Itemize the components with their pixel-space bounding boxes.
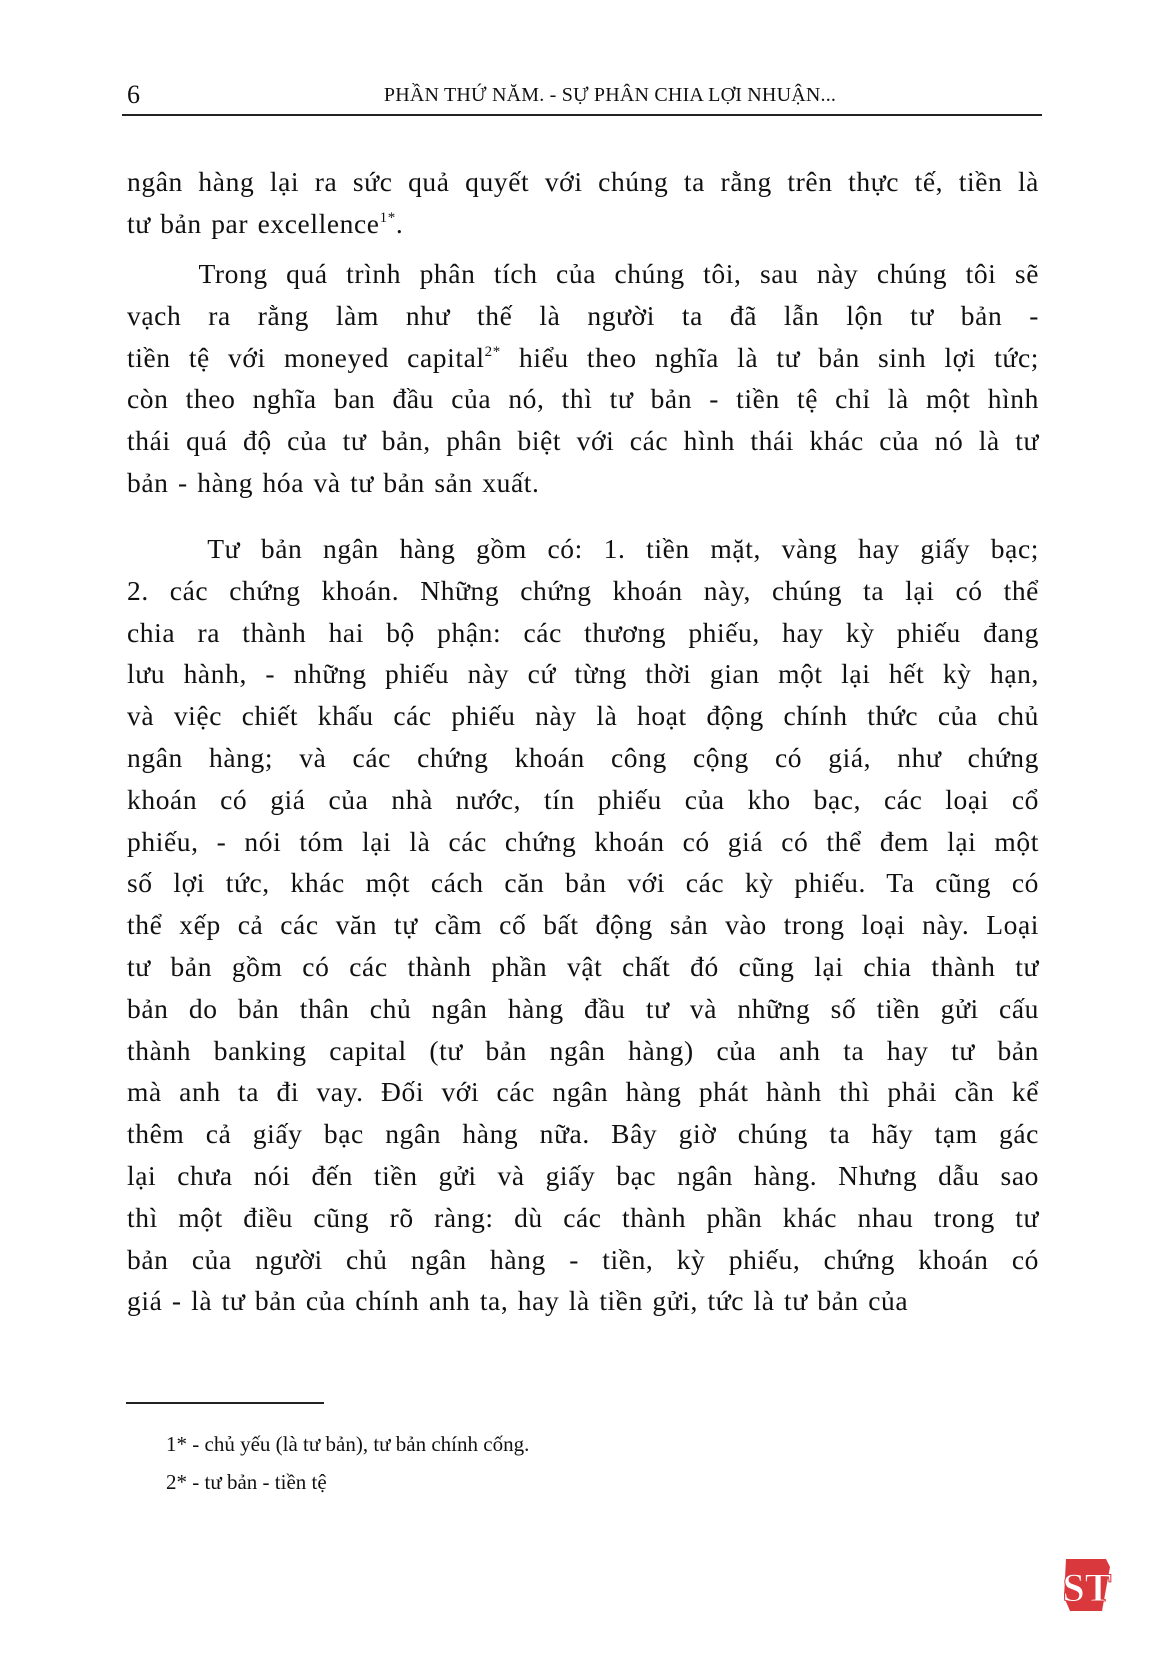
publisher-logo <box>1062 1557 1112 1613</box>
text-line <box>127 779 1039 821</box>
text-line <box>127 1155 1039 1197</box>
line-text: và việc chiết khấu các phiếu này là hoạt động chính thức của chủ <box>127 700 1039 732</box>
text-line <box>127 203 1039 245</box>
text-line <box>127 821 1039 863</box>
footnote-rule <box>126 1402 324 1404</box>
line-text: phiếu, - nói tóm lại là các chứng khoán có giá có thể đem lại một <box>127 825 1039 857</box>
line-text-after-ref: . <box>395 207 404 239</box>
text-line <box>127 946 1039 988</box>
text-line <box>127 1113 1039 1155</box>
line-text: thì một điều cũng rõ ràng: dù các thành phần khác nhau trong tư <box>127 1201 1039 1233</box>
line-text: lưu hành, - những phiếu này cứ từng thời gian một lại hết kỳ hạn, <box>127 658 1039 690</box>
line-text: tư bản par excellence <box>127 207 380 239</box>
line-text: tư bản gồm có các thành phần vật chất đó cũng lại chia thành tư <box>127 950 1039 982</box>
line-text: mà anh ta đi vay. Đối với các ngân hàng phát hành thì phải cần kể <box>127 1076 1039 1108</box>
line-text: thái quá độ của tư bản, phân biệt với các hình thái khác của nó là tư <box>127 425 1039 457</box>
text-line <box>127 378 1039 420</box>
line-text: bản của người chủ ngân hàng - tiền, kỳ phiếu, chứng khoán có <box>127 1243 1039 1275</box>
text-line <box>127 862 1039 904</box>
header-rule <box>122 114 1042 116</box>
text-line <box>127 1239 1039 1281</box>
text-line <box>127 570 1039 612</box>
text-line <box>127 1197 1039 1239</box>
text-line <box>127 988 1039 1030</box>
line-text: 2. các chứng khoán. Những chứng khoán này, chúng ta lại có thể <box>127 574 1039 606</box>
text-line <box>127 612 1039 654</box>
footnote-ref[interactable]: 1* <box>379 209 396 226</box>
text-line <box>127 295 1039 337</box>
line-text: ngân hàng; và các chứng khoán công cộng có giá, như chứng <box>127 741 1039 773</box>
text-line <box>127 337 1039 379</box>
line-text: ngân hàng lại ra sức quả quyết với chúng ta rằng trên thực tế, tiền là <box>127 166 1039 197</box>
line-text: lại chưa nói đến tiền gửi và giấy bạc ngân hàng. Nhưng dẫu sao <box>127 1159 1039 1191</box>
line-text-after-ref: hiểu theo nghĩa là tư bản sinh lợi tức; <box>500 341 1039 373</box>
paragraph-3 <box>127 528 1039 1322</box>
text-line <box>127 1030 1039 1072</box>
line-text: thêm cả giấy bạc ngân hàng nữa. Bây giờ chúng ta hãy tạm gác <box>127 1118 1039 1150</box>
text-line <box>127 695 1039 737</box>
paragraph-1 <box>127 161 1039 245</box>
line-text: giá - là tư bản của chính anh ta, hay là tiền gửi, tức là tư bản của <box>127 1285 909 1317</box>
line-text: Trong quá trình phân tích của chúng tôi, sau này chúng tôi sẽ <box>127 258 1039 289</box>
line-text: khoán có giá của nhà nước, tín phiếu của kho bạc, các loại cổ <box>127 783 1039 815</box>
page-number: 6 <box>127 80 140 109</box>
line-text: còn theo nghĩa ban đầu của nó, thì tư bản - tiền tệ chỉ là một hình <box>127 383 1039 415</box>
line-text: thể xếp cả các văn tự cầm cố bất động sản vào trong loại này. Loại <box>127 909 1039 941</box>
text-line <box>127 161 1039 203</box>
line-text: chia ra thành hai bộ phận: các thương phiếu, hay kỳ phiếu đang <box>127 616 1039 648</box>
text-line <box>127 737 1039 779</box>
text-line <box>127 253 1039 295</box>
line-text: bản - hàng hóa và tư bản sản xuất. <box>127 466 540 498</box>
text-line <box>127 904 1039 946</box>
line-text: Tư bản ngân hàng gồm có: 1. tiền mặt, vàng hay giấy bạc; <box>127 533 1039 564</box>
line-text: tiền tệ với moneyed capital <box>127 341 485 373</box>
text-line <box>127 528 1039 570</box>
text-line <box>127 1280 1039 1322</box>
footnote-ref[interactable]: 2* <box>484 343 501 360</box>
text-line <box>127 653 1039 695</box>
footnote-2: 2* - tư bản - tiền tệ <box>166 1470 327 1494</box>
svg-text:ST: ST <box>1062 1565 1112 1610</box>
footnote-1: 1* - chủ yếu (là tư bản), tư bản chính cống. <box>166 1432 530 1456</box>
running-title: PHẦN THỨ NĂM. - SỰ PHÂN CHIA LỢI NHUẬN... <box>383 84 837 106</box>
line-text: vạch ra rằng làm như thế là người ta đã lẫn lộn tư bản - <box>127 299 1039 331</box>
text-line <box>127 420 1039 462</box>
line-text: bản do bản thân chủ ngân hàng đầu tư và những số tiền gửi cấu <box>127 992 1039 1024</box>
paragraph-2 <box>127 253 1039 504</box>
text-line <box>127 1071 1039 1113</box>
line-text: thành banking capital (tư bản ngân hàng) của anh ta hay tư bản <box>127 1034 1039 1066</box>
line-text: số lợi tức, khác một cách căn bản với các kỳ phiếu. Ta cũng có <box>127 867 1039 899</box>
text-line <box>127 462 1039 504</box>
